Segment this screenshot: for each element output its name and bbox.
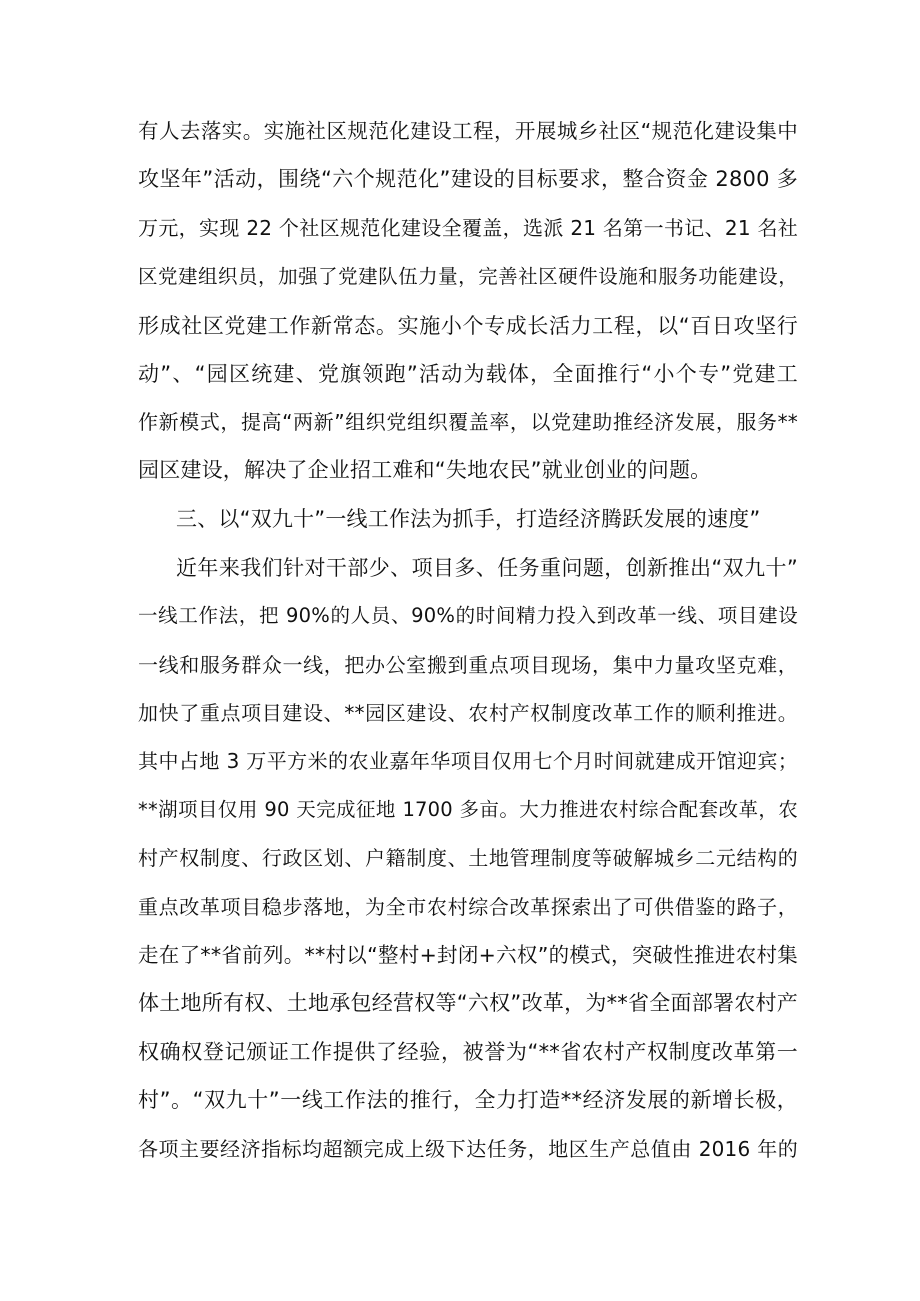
text-line: 村”。“双九十”一线工作法的推行，全力打造**经济发展的新增长极， bbox=[138, 1088, 798, 1112]
text-line: 村产权制度、行政区划、户籍制度、土地管理制度等破解城乡二元结构的 bbox=[138, 846, 798, 870]
text-line: 万元，实现 22 个社区规范化建设全覆盖，选派 21 名第一书记、21 名社 bbox=[138, 216, 798, 240]
text-line: 权确权登记颁证工作提供了经验，被誉为“**省农村产权制度改革第一 bbox=[138, 1040, 798, 1064]
text-line: 攻坚年”活动，围绕“六个规范化”建设的目标要求，整合资金 2800 多 bbox=[138, 167, 798, 191]
text-line: 其中占地 3 万平方米的农业嘉年华项目仅用七个月时间就建成开馆迎宾； bbox=[138, 749, 798, 773]
text-line: 体土地所有权、土地承包经营权等“六权”改革，为**省全面部署农村产 bbox=[138, 991, 798, 1015]
text-line: 一线和服务群众一线，把办公室搬到重点项目现场，集中力量攻坚克难， bbox=[138, 653, 798, 677]
text-line: 作新模式，提高“两新”组织党组织覆盖率，以党建助推经济发展，服务** bbox=[138, 410, 798, 434]
text-line: 重点改革项目稳步落地，为全市农村综合改革探索出了可供借鉴的路子， bbox=[138, 895, 798, 919]
text-line: 动”、“园区统建、党旗领跑”活动为载体，全面推行“小个专”党建工 bbox=[138, 362, 798, 386]
text-line: **湖项目仅用 90 天完成征地 1700 多亩。大力推进农村综合配套改革，农 bbox=[138, 798, 798, 821]
text-line: 一线工作法，把 90%的人员、90%的时间精力投入到改革一线、项目建设 bbox=[138, 604, 798, 627]
text-line: 有人去落实。实施社区规范化建设工程，开展城乡社区“规范化建设集中 bbox=[138, 119, 798, 143]
section-heading: 三、以“双九十”一线工作法为抓手，打造经济腾跃发展的速度” bbox=[176, 507, 761, 531]
text-line: 区党建组织员，加强了党建队伍力量，完善社区硬件设施和服务功能建设， bbox=[138, 265, 798, 288]
text-line: 加快了重点项目建设、**园区建设、农村产权制度改革工作的顺利推进。 bbox=[138, 701, 798, 725]
text-line: 走在了**省前列。**村以“整村+封闭+六权”的模式，突破性推进农村集 bbox=[138, 943, 798, 967]
text-line: 近年来我们针对干部少、项目多、任务重问题，创新推出“双九十” bbox=[176, 556, 798, 580]
text-line: 各项主要经济指标均超额完成上级下达任务，地区生产总值由 2016 年的 bbox=[138, 1137, 798, 1161]
text-line: 园区建设，解决了企业招工难和“失地农民”就业创业的问题。 bbox=[138, 458, 712, 482]
text-line: 形成社区党建工作新常态。实施小个专成长活力工程，以“百日攻坚行 bbox=[138, 314, 798, 338]
